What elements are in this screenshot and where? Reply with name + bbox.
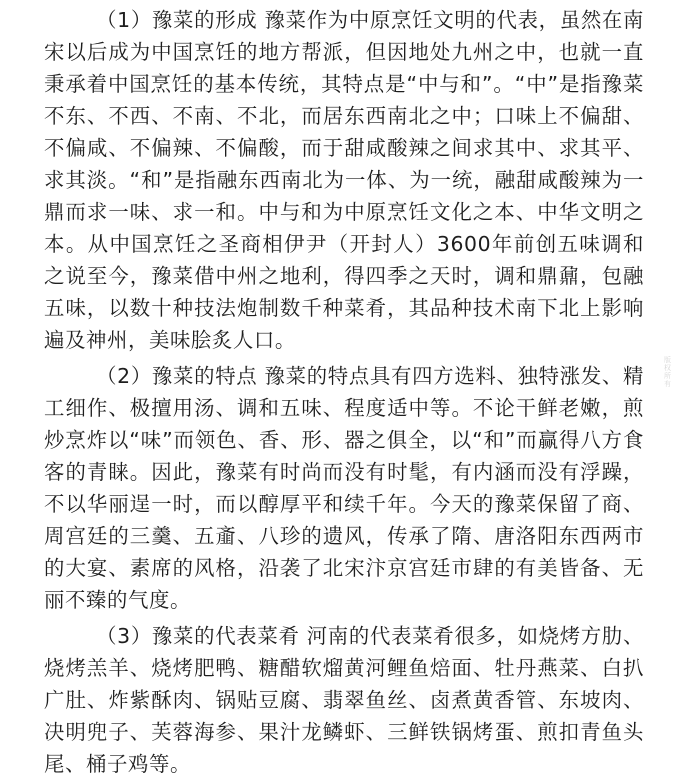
paragraph-formation [44, 0, 644, 356]
paragraph-representative-dishes [44, 616, 644, 780]
document-body [44, 0, 644, 780]
paragraph-text: 豫菜的特点具有四方选料、独特涨发、精工细作、极擅用汤、调和五味、程度适中等。不论干鲜老嫩，煎炒烹炸以“味”而领色、香、形、器之俱全，以“和”而赢得八方食客的青睐。因此，豫菜有时尚而没有时髦，有内涵而没有浮躁，不以华丽逞一时，而以醇厚平和续千年。今天的豫菜保留了商、周宫廷的三羹、五齑、八珍的遗风，传承了隋、唐洛阳东西两市的大宴、素席的风格，沿袭了北宋汴京宫廷市肆的有美皆备、无丽不臻的气度。 [44, 364, 644, 612]
paragraph-text: 豫菜作为中原烹饪文明的代表，虽然在南宋以后成为中国烹饪的地方帮派，但因地处九州之中，也就一直秉承着中国烹饪的基本传统，其特点是“中与和”。“中”是指豫菜不东、不西、不南、不北，而居东西南北之中；口味上不偏甜、不偏咸、不偏辣、不偏酸，而于甜咸酸辣之间求其中、求其平、求其淡。“和”是指融东西南北为一体、为一统，融甜咸酸辣为一鼎而求一味、求一和。中与和为中原烹饪文化之本、中华文明之本。从中国烹饪之圣商相伊尹（开封人）3600年前创五味调和之说至今，豫菜借中州之地利，得四季之天时，调和鼎鼐，包融五味，以数十种技法炮制数千种菜肴，其品种技术南下北上影响遍及神州，美味脍炙人口。 [44, 8, 644, 352]
paragraph-characteristics [44, 356, 644, 616]
side-watermark: 版权所有 [664, 356, 671, 388]
paragraph-text: 河南的代表菜肴很多，如烧烤方肋、烧烤羔羊、烧烤肥鸭、糖醋软熘黄河鲤鱼焙面、牡丹燕菜、白扒广肚、炸紫酥肉、锅贴豆腐、翡翠鱼丝、卤煮黄香管、东坡肉、决明兜子、芙蓉海参、果汁龙鳞虾、三鲜铁锅烤蛋、煎扣青鱼头尾、桶子鸡等。 [44, 624, 644, 776]
paragraph-heading: （1）豫菜的形成 [96, 8, 258, 32]
paragraph-heading: （2）豫菜的特点 [96, 364, 258, 388]
paragraph-heading: （3）豫菜的代表菜肴 [96, 624, 300, 648]
